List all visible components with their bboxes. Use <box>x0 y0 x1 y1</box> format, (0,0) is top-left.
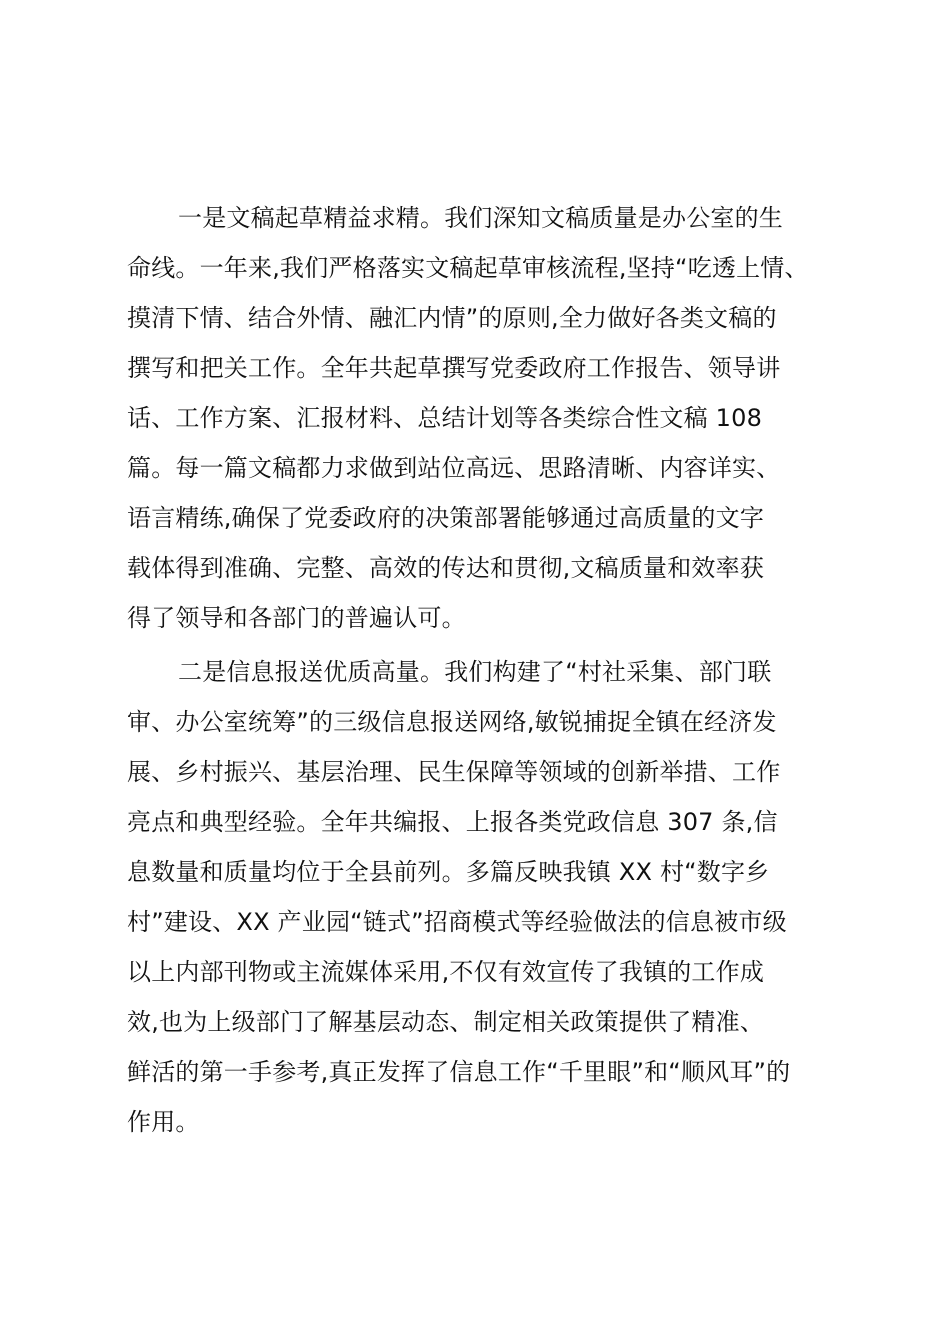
text-line: 二是信息报送优质高量。我们构建了“村社采集、部门联 <box>178 658 772 686</box>
text-line: 审、办公室统筹”的三级信息报送网络,敏锐捕捉全镇在经济发 <box>127 708 777 736</box>
text-line: 撰写和把关工作。全年共起草撰写党委政府工作报告、领导讲 <box>127 354 781 382</box>
text-line: 息数量和质量均位于全县前列。多篇反映我镇 XX 村“数字乡 <box>127 858 770 886</box>
text-line: 以上内部刊物或主流媒体采用,不仅有效宣传了我镇的工作成 <box>127 958 765 986</box>
text-line: 效,也为上级部门了解基层动态、制定相关政策提供了精准、 <box>127 1008 765 1036</box>
text-line: 一是文稿起草精益求精。我们深知文稿质量是办公室的生 <box>178 204 783 232</box>
text-line: 话、工作方案、汇报材料、总结计划等各类综合性文稿 108 <box>127 404 763 432</box>
text-line: 篇。每一篇文稿都力求做到站位高远、思路清晰、内容详实、 <box>127 454 781 482</box>
text-line: 作用。 <box>127 1108 200 1136</box>
text-line: 载体得到准确、完整、高效的传达和贯彻,文稿质量和效率获 <box>127 554 765 582</box>
text-line: 摸清下情、结合外情、融汇内情”的原则,全力做好各类文稿的 <box>127 304 777 332</box>
text-line: 村”建设、XX 产业园“链式”招商模式等经验做法的信息被市级 <box>127 908 787 936</box>
text-line: 语言精练,确保了党委政府的决策部署能够通过高质量的文字 <box>127 504 765 532</box>
text-line: 鲜活的第一手参考,真正发挥了信息工作“千里眼”和“顺风耳”的 <box>127 1058 791 1086</box>
text-line: 亮点和典型经验。全年共编报、上报各类党政信息 307 条,信 <box>127 808 778 836</box>
text-line: 命线。一年来,我们严格落实文稿起草审核流程,坚持“吃透上情、 <box>127 254 809 282</box>
text-line: 得了领导和各部门的普遍认可。 <box>127 604 466 632</box>
text-line: 展、乡村振兴、基层治理、民生保障等领域的创新举措、工作 <box>127 758 781 786</box>
